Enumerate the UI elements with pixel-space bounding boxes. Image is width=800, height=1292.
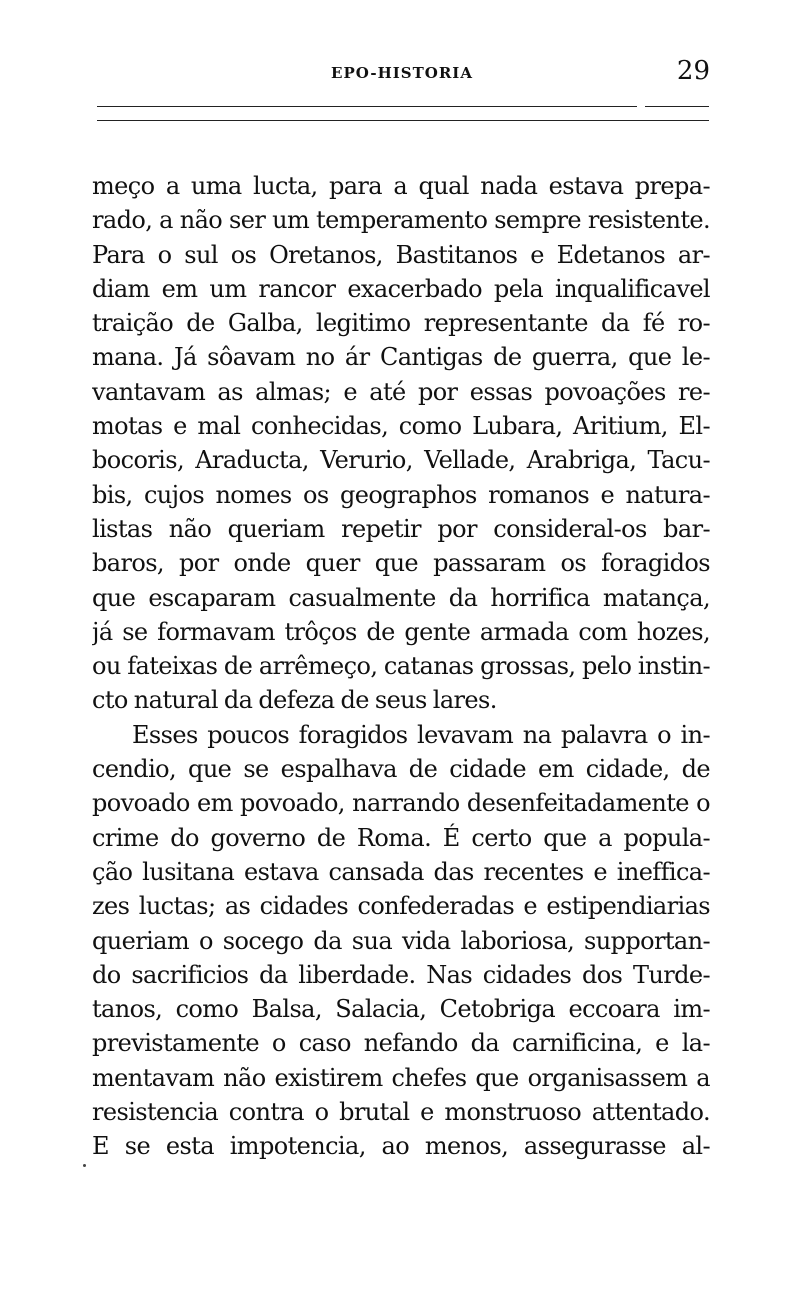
text-line: resistencia contra o brutal e monstruoso attentado. bbox=[92, 1098, 710, 1127]
text-line: mana. Já sôavam no ár Cantigas de guerra, que le- bbox=[92, 343, 710, 372]
body-text bbox=[92, 169, 710, 1164]
text-line: zes luctas; as cidades confederadas e estipendiarias bbox=[92, 892, 710, 921]
text-line: baros, por onde quer que passaram os foragidos bbox=[92, 549, 710, 578]
text-line: do sacrificios da liberdade. Nas cidades dos Turde- bbox=[92, 960, 710, 989]
text-line: já se formavam trôços de gente armada com hozes, bbox=[92, 617, 710, 646]
text-line: bocoris, Araducta, Verurio, Vellade, Arabriga, Tacu- bbox=[92, 446, 710, 475]
text-line: tanos, como Balsa, Salacia, Cetobriga eccoara im- bbox=[92, 995, 710, 1024]
text-line: meço a uma lucta, para a qual nada estava prepa- bbox=[92, 172, 710, 200]
text-line: listas não queriam repetir por consideral-os bar- bbox=[92, 514, 710, 543]
text-line: vantavam as almas; e até por essas povoações re- bbox=[92, 377, 710, 406]
header-rule-upper-right bbox=[645, 106, 709, 107]
text-line: Para o sul os Oretanos, Bastitanos e Edetanos ar- bbox=[92, 240, 710, 269]
text-line: que escaparam casualmente da horrifica matança, bbox=[92, 583, 710, 612]
text-line: previstamente o caso nefando da carnificina, e la- bbox=[92, 1029, 710, 1058]
text-line: ção lusitana estava cansada das recentes e inefficа- bbox=[92, 857, 710, 886]
running-title: EPO-HISTORIA bbox=[331, 64, 473, 82]
text-line: povoado em povoado, narrando desenfeitadamente o bbox=[92, 789, 710, 818]
text-line: motas e mal conhecidas, como Lubara, Aritium, El- bbox=[92, 412, 710, 441]
page-number: 29 bbox=[676, 56, 710, 86]
stray-ink-mark bbox=[83, 1164, 86, 1167]
text-line: traição de Galba, legitimo representante da fé ro- bbox=[92, 309, 710, 338]
running-header bbox=[92, 56, 712, 96]
text-line: diam em um rancor exacerbado pela inqualificavel bbox=[92, 274, 710, 303]
text-line: E se esta impotencia, ao menos, assegurasse al- bbox=[92, 1132, 710, 1161]
header-rule-lower bbox=[97, 120, 709, 121]
text-line: Esses poucos foragidos levavam na palavra o in- bbox=[132, 720, 710, 749]
text-line: ou fateixas de arrêmeço, catanas grossas, pelo instin- bbox=[92, 652, 710, 681]
paragraph-1 bbox=[92, 169, 710, 718]
text-line: rado, a não ser um temperamento sempre resistente. bbox=[92, 206, 710, 235]
paragraph-2 bbox=[92, 718, 710, 1164]
text-line: cto natural da defeza de seus lares. bbox=[92, 686, 497, 715]
text-line: crime do governo de Roma. É certo que a popula- bbox=[92, 823, 710, 852]
text-line: queriam o socego da sua vida laboriosa, supportan- bbox=[92, 926, 710, 955]
header-rule-upper-left bbox=[97, 106, 637, 107]
text-line: bis, cujos nomes os geographos romanos e natura- bbox=[92, 480, 710, 509]
text-line: mentavam não existirem chefes que organisassem a bbox=[92, 1063, 710, 1092]
text-line: cendio, que se espalhava de cidade em cidade, de bbox=[92, 755, 710, 784]
